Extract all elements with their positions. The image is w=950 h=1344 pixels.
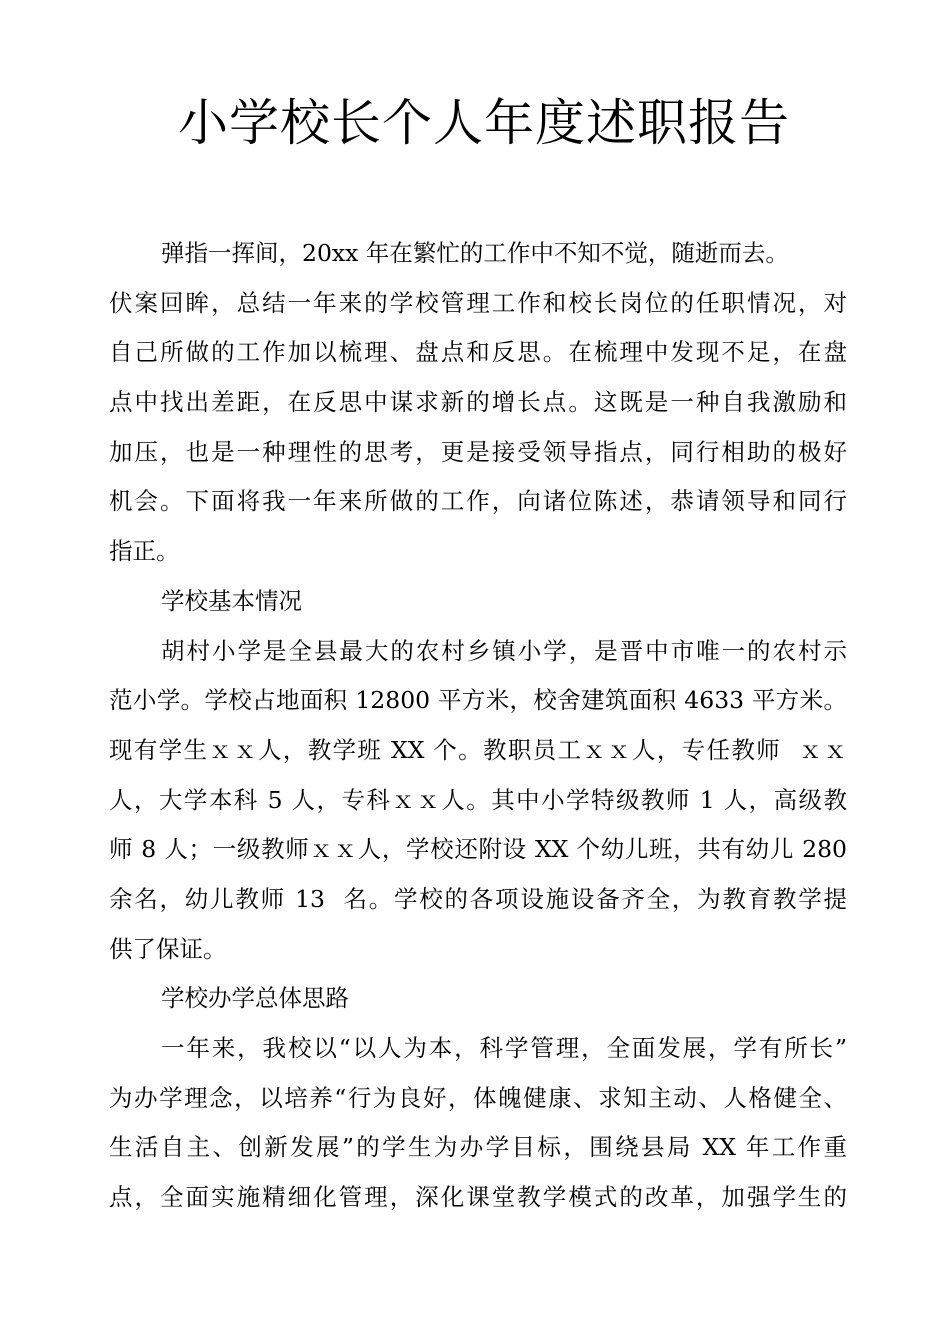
text-line: 学校基本情况 — [161, 586, 302, 615]
text-line: 余名，幼儿教师 13 名。学校的各项设施设备齐全，为教育教学提 — [109, 884, 847, 913]
text-line: 机会。下面将我一年来所做的工作，向诸位陈述，恭请领导和同行 — [109, 487, 847, 516]
document-body — [109, 229, 847, 1223]
text-line: 一年来，我校以“以人为本，科学管理，全面发展，学有所长” — [161, 1034, 847, 1062]
text-line: 现有学生ｘｘ人，教学班 XX 个。教职员工ｘｘ人，专任教师 ｘｘ — [109, 735, 847, 764]
text-line: 范小学。学校占地面积 12800 平方米，校舍建筑面积 4633 平方米。 — [109, 686, 847, 715]
text-line: 胡村小学是全县最大的农村乡镇小学，是晋中市唯一的农村示 — [161, 636, 847, 665]
text-line: 点中找出差距，在反思中谋求新的增长点。这既是一种自我激励和 — [109, 388, 847, 417]
text-line: 学校办学总体思路 — [161, 984, 349, 1013]
text-line: 点，全面实施精细化管理，深化课堂教学模式的改革，加强学生的 — [109, 1183, 847, 1212]
text-line: 为办学理念，以培养“行为良好，体魄健康、求知主动、人格健全、 — [109, 1083, 847, 1112]
text-line: 师 8 人；一级教师ｘｘ人，学校还附设 XX 个幼儿班，共有幼儿 280 — [109, 835, 847, 864]
text-line: 伏案回眸，总结一年来的学校管理工作和校长岗位的任职情况，对 — [109, 288, 847, 317]
text-line: 加压，也是一种理性的思考，更是接受领导指点，同行相助的极好 — [109, 437, 847, 466]
text-line: 自己所做的工作加以梳理、盘点和反思。在梳理中发现不足，在盘 — [109, 338, 847, 367]
document-title: 小学校长个人年度述职报告 — [178, 94, 790, 152]
text-line: 弹指一挥间，20xx 年在繁忙的工作中不知不觉，随逝而去。 — [161, 239, 789, 267]
text-line: 生活自主、创新发展”的学生为办学目标，围绕县局 XX 年工作重 — [109, 1133, 847, 1162]
text-line: 人，大学本科 5 人，专科ｘｘ人。其中小学特级教师 1 人，高级教 — [109, 785, 847, 814]
text-line: 供了保证。 — [109, 934, 227, 963]
text-line: 指正。 — [109, 537, 180, 566]
